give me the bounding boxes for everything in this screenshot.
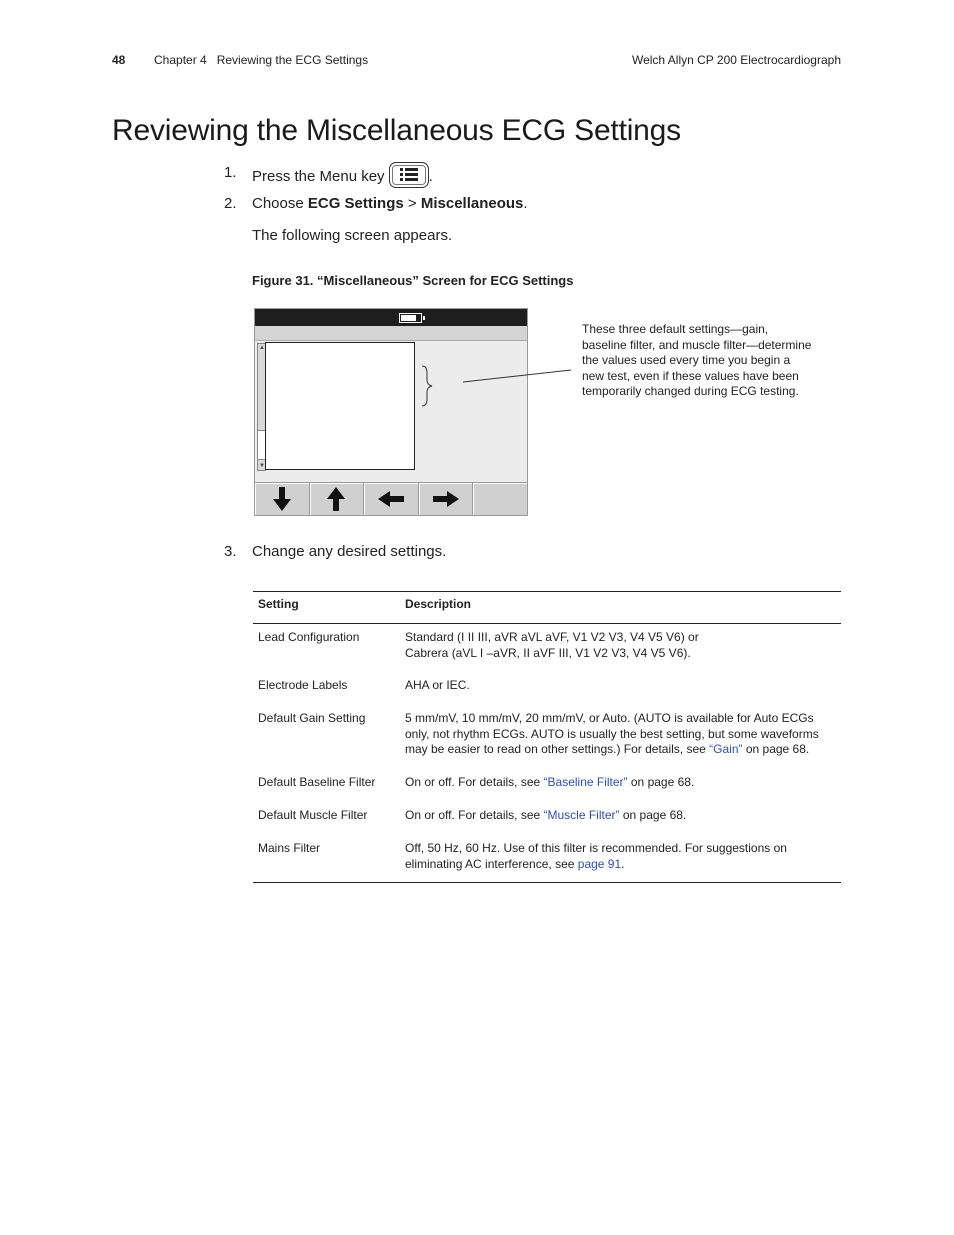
- description-cell: [400, 775, 841, 808]
- description-text: Off, 50 Hz, 60 Hz. Use of this filter is recommended. For suggestions on eliminating AC interference, see: [405, 841, 787, 871]
- table-row: [253, 711, 841, 775]
- setting-cell: Default Muscle Filter: [258, 808, 368, 822]
- table-bottom-rule: [253, 882, 841, 883]
- arrow-right-icon: [433, 491, 459, 507]
- column-header-description: Description: [400, 592, 841, 624]
- step-2-note: The following screen appears.: [252, 227, 453, 244]
- softkey-right: [419, 483, 474, 515]
- menu-separator: >: [403, 195, 421, 212]
- description-cell: [400, 808, 841, 841]
- scroll-up-icon: ▲: [259, 345, 265, 351]
- description-line: Standard (I II III, aVR aVL aVF, V1 V2 V3, V4 V5 V6) or: [405, 630, 699, 644]
- settings-list-box: [265, 342, 415, 470]
- description-text: On or off. For details, see: [405, 808, 544, 822]
- description-text: 5 mm/mV, 10 mm/mV, 20 mm/mV, or Auto. (AUTO is available for Auto ECGs only, not rhythm ECGs. AUTO is usually the best setting, but some waveforms may be easier to read on other settings.) For details, see: [405, 711, 819, 756]
- figure-caption: Figure 31. “Miscellaneous” Screen for ECG Settings: [252, 273, 574, 288]
- page-number: 48: [112, 53, 126, 67]
- description-cell: AHA or IEC.: [405, 678, 470, 692]
- screen-title-bar: [255, 309, 527, 326]
- description-text: on page 68.: [627, 775, 695, 789]
- page-91-link[interactable]: page 91: [577, 856, 622, 871]
- description-text: on page 68.: [619, 808, 687, 822]
- description-cell: [400, 711, 841, 775]
- description-text: .: [621, 856, 625, 871]
- table-row: [253, 678, 841, 711]
- brace-icon: [421, 365, 433, 407]
- step-1-period: .: [428, 167, 433, 185]
- miscellaneous-screen-figure: [254, 308, 528, 516]
- book-title-header: Welch Allyn CP 200 Electrocardiograph: [631, 53, 841, 67]
- callout-leader-line: [460, 365, 575, 385]
- softkey-blank: [473, 483, 527, 515]
- table-row: [253, 775, 841, 808]
- page-title: Reviewing the Miscellaneous ECG Settings: [112, 114, 681, 147]
- step-1-label: Press the Menu key: [252, 167, 385, 185]
- step-3: [224, 543, 624, 563]
- setting-cell: Default Gain Setting: [258, 711, 366, 725]
- description-cell: [400, 624, 841, 679]
- step-2-prefix: Choose: [252, 195, 308, 212]
- step-number: 1.: [224, 164, 237, 181]
- softkey-down: [255, 483, 310, 515]
- menu-key-icon: [389, 162, 429, 188]
- step-2: [224, 195, 624, 215]
- arrow-left-icon: [378, 491, 404, 507]
- miscellaneous-menu-name: Miscellaneous: [420, 195, 524, 212]
- softkey-bar: [255, 482, 527, 515]
- setting-cell: Default Baseline Filter: [258, 775, 376, 789]
- figure-callout: These three default settings—gain, baseline filter, and muscle filter—determine the values used every time you begin a new test, even if these values have been temporarily changed during ECG testing.: [582, 322, 812, 398]
- ecg-settings-menu-name: ECG Settings: [307, 195, 404, 212]
- setting-cell: Lead Configuration: [258, 630, 360, 644]
- step-2-period: .: [523, 195, 528, 212]
- muscle-filter-link[interactable]: “Muscle Filter”: [543, 808, 620, 822]
- table-header-row: [253, 592, 841, 624]
- settings-table: [253, 591, 841, 881]
- description-cell: [400, 841, 841, 881]
- scroll-down-icon: ▼: [259, 463, 265, 469]
- screen-subtitle-bar: [255, 326, 527, 341]
- table-row: [253, 808, 841, 841]
- description-text: on page 68.: [742, 742, 810, 756]
- gain-link[interactable]: “Gain”: [709, 742, 743, 756]
- setting-cell: Electrode Labels: [258, 678, 348, 692]
- column-header-setting: Setting: [253, 592, 400, 624]
- battery-icon: [399, 313, 422, 323]
- arrow-down-icon: [273, 487, 291, 511]
- step-text: Change any desired settings.: [252, 543, 447, 560]
- step-1: [224, 164, 624, 192]
- step-text: [252, 195, 528, 212]
- step-number: 3.: [224, 543, 237, 560]
- arrow-up-icon: [327, 487, 345, 511]
- chapter-header: Chapter 4 Reviewing the ECG Settings: [154, 53, 369, 67]
- step-text: [252, 164, 433, 190]
- description-text: On or off. For details, see: [405, 775, 544, 789]
- baseline-filter-link[interactable]: “Baseline Filter”: [543, 775, 628, 789]
- table-row: [253, 624, 841, 679]
- description-line: Cabrera (aVL I –aVR, II aVF III, V1 V2 V3, V4 V5 V6).: [405, 645, 691, 660]
- setting-cell: Mains Filter: [258, 841, 321, 855]
- table-row: [253, 841, 841, 881]
- softkey-up: [310, 483, 365, 515]
- scroll-thumb: [258, 430, 265, 460]
- step-number: 2.: [224, 195, 237, 212]
- softkey-left: [364, 483, 419, 515]
